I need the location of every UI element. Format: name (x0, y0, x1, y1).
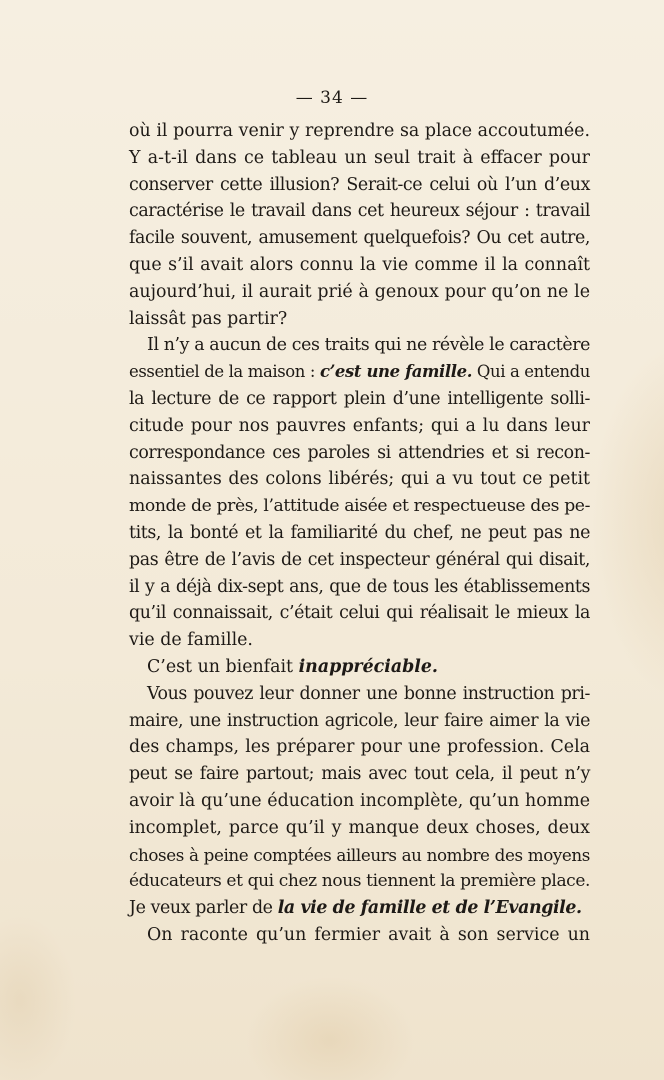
text-line: la lecture de ce rapport plein d’une intelligente solli- (129, 388, 590, 409)
text-line: incomplet, parce qu’il y manque deux choses, deux (129, 817, 590, 838)
text-line: Vous pouvez leur donner une bonne instruction pri- (147, 683, 590, 704)
text-line: Y a-t-il dans ce tableau un seul trait à effacer pour (129, 147, 590, 168)
text-line: qu’il connaissait, c’était celui qui réalisait le mieux la (129, 603, 590, 624)
text-line: éducateurs et qui chez nous tiennent la première place. (129, 871, 590, 892)
text-line: conserver cette illusion? Serait-ce celui où l’un d’eux (129, 174, 590, 195)
text-line: maire, une instruction agricole, leur faire aimer la vie (129, 710, 590, 731)
text-line (129, 895, 590, 922)
text-line (129, 654, 590, 681)
page-number: — 34 — (295, 88, 369, 108)
text-line: Il n’y a aucun de ces traits qui ne révèle le caractère (147, 335, 590, 356)
text-line: naissantes des colons libérés; qui a vu tout ce petit (129, 469, 590, 490)
text-line: choses à peine comptées ailleurs au nombre des moyens (129, 844, 590, 865)
body-text (129, 118, 590, 949)
text-line: tits, la bonté et la familiarité du chef, ne peut pas ne (129, 522, 590, 543)
text-line: avoir là qu’une éducation incomplète, qu’un homme (129, 790, 590, 811)
text-segment: Je veux parler de (129, 898, 278, 919)
text-line: aujourd’hui, il aurait prié à genoux pour qu’on ne le (129, 281, 590, 302)
text-line: On raconte qu’un fermier avait à son service un (147, 924, 590, 945)
text-line (129, 359, 590, 386)
text-segment: essentiel de la maison : (129, 362, 320, 382)
text-line: monde de près, l’attitude aisée et respectueuse des pe- (129, 496, 590, 517)
text-line: laissât pas partir? (129, 308, 288, 329)
text-line: pas être de l’avis de cet inspecteur général qui disait, (129, 549, 590, 570)
text-line: que s’il avait alors connu la vie comme il la connaît (129, 254, 590, 275)
text-line: facile souvent, amusement quelquefois? Ou cet autre, (129, 228, 590, 249)
text-segment: C’est un bienfait (147, 656, 299, 677)
text-line: peut se faire partout; mais avec tout cela, il peut n’y (129, 764, 590, 785)
emphasized-text: la vie de famille et de l’Evangile. (277, 898, 582, 919)
text-line: caractérise le travail dans cet heureux séjour : travail (129, 201, 590, 222)
text-line: des champs, les préparer pour une profession. Cela (129, 737, 590, 758)
text-segment: Qui a entendu (472, 362, 590, 382)
text-line: il y a déjà dix-sept ans, que de tous les établissements (129, 576, 590, 597)
emphasized-text: c’est une famille. (319, 362, 473, 382)
emphasized-text: inappréciable. (298, 656, 438, 677)
text-line: où il pourra venir y reprendre sa place accoutumée. (129, 121, 590, 141)
text-line: correspondance ces paroles si attendries et si recon- (129, 442, 590, 463)
text-line: citude pour nos pauvres enfants; qui a lu dans leur (129, 415, 590, 436)
text-line: vie de famille. (129, 630, 253, 651)
